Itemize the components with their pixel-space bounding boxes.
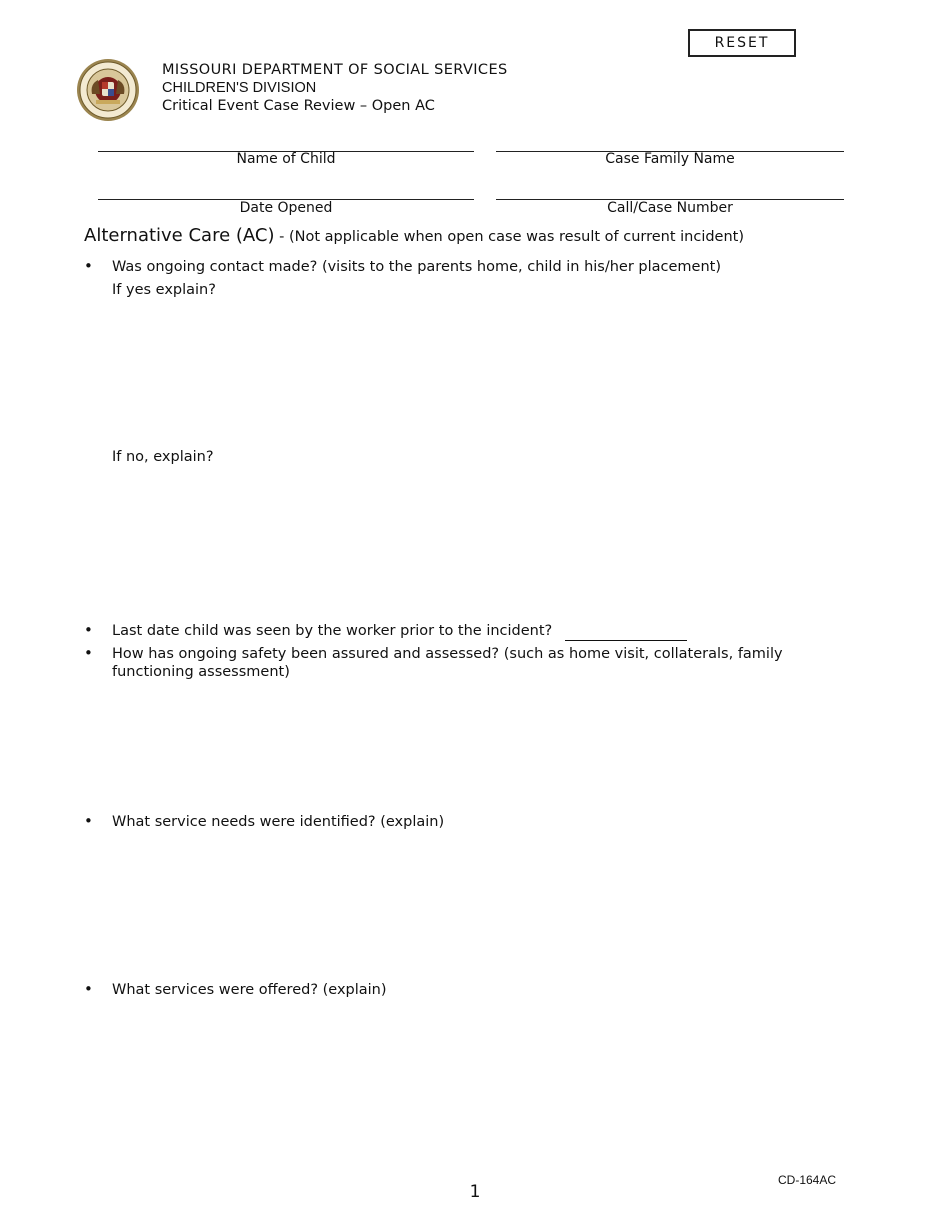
if-yes-label: If yes explain? xyxy=(112,282,216,298)
service-needs-answer[interactable] xyxy=(112,836,846,978)
date-opened-label: Date Opened xyxy=(239,200,333,216)
form-title: Critical Event Case Review – Open AC xyxy=(162,98,435,114)
call-case-number-input[interactable] xyxy=(496,176,848,200)
section-title-main: Alternative Care (AC) xyxy=(84,225,275,246)
bullet-icon: • xyxy=(84,257,93,275)
name-of-child-label: Name of Child xyxy=(236,151,336,167)
case-family-name-input[interactable] xyxy=(496,128,848,152)
ongoing-safety-answer[interactable] xyxy=(112,686,846,808)
question-ongoing-safety: How has ongoing safety been assured and assessed? (such as home visit, collaterals, family xyxy=(112,646,783,662)
services-offered-answer[interactable] xyxy=(112,1004,846,1158)
question-ongoing-safety-cont: functioning assessment) xyxy=(112,664,290,680)
question-last-seen: Last date child was seen by the worker prior to the incident? xyxy=(112,623,553,639)
bullet-icon: • xyxy=(84,812,93,830)
question-services-offered: What services were offered? (explain) xyxy=(112,982,387,998)
bullet-icon: • xyxy=(84,980,93,998)
case-family-name-label: Case Family Name xyxy=(605,151,735,167)
bullet-icon: • xyxy=(84,621,93,639)
if-yes-answer[interactable] xyxy=(112,302,846,444)
date-opened-input[interactable] xyxy=(98,176,478,200)
question-service-needs: What service needs were identified? (explain) xyxy=(112,814,445,830)
department-name: MISSOURI DEPARTMENT OF SOCIAL SERVICES xyxy=(162,62,508,78)
section-title-note: - (Not applicable when open case was result of current incident) xyxy=(274,229,745,245)
last-seen-date-input[interactable] xyxy=(565,622,687,641)
form-code: CD-164AC xyxy=(778,1173,837,1187)
missouri-seal-icon xyxy=(76,58,140,122)
name-of-child-input[interactable] xyxy=(98,128,478,152)
section-title xyxy=(84,225,744,246)
if-no-label: If no, explain? xyxy=(112,449,214,465)
page-number: 1 xyxy=(469,1182,481,1202)
reset-button[interactable]: RESET xyxy=(688,29,796,57)
division-name: CHILDREN'S DIVISION xyxy=(162,80,317,96)
question-ongoing-contact: Was ongoing contact made? (visits to the parents home, child in his/her placement) xyxy=(112,259,722,275)
bullet-icon: • xyxy=(84,644,93,662)
if-no-answer[interactable] xyxy=(112,470,846,614)
call-case-number-label: Call/Case Number xyxy=(607,200,733,216)
